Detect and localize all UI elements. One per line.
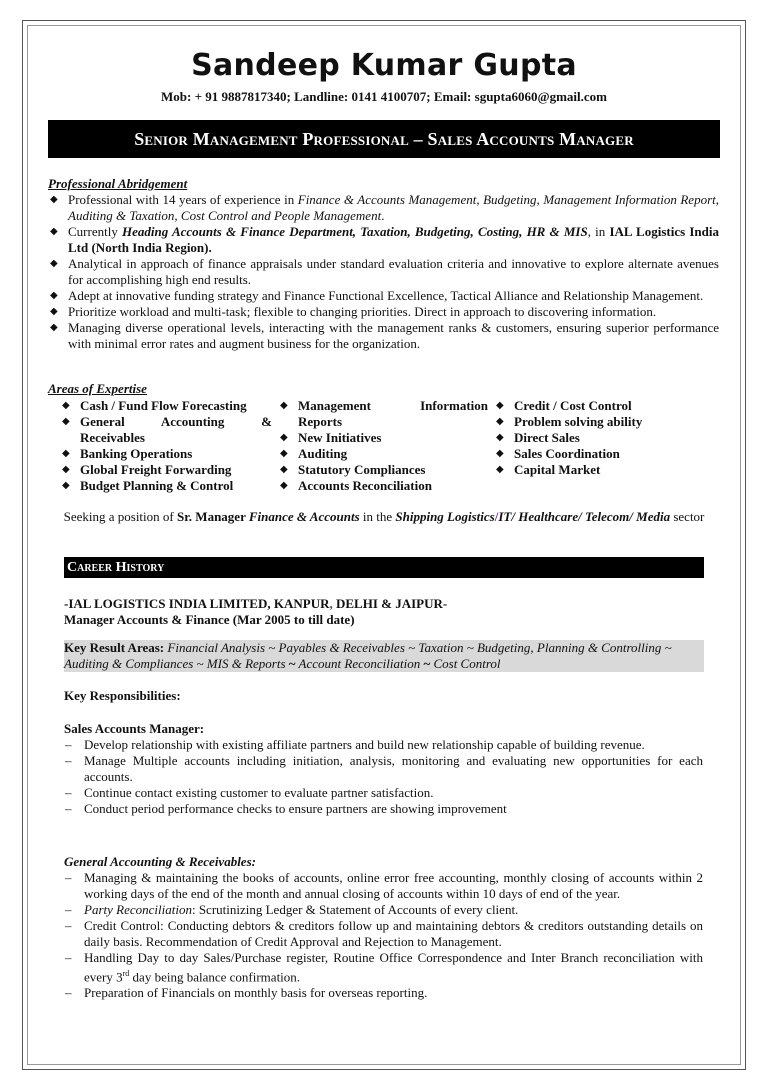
employer-block [64, 596, 447, 628]
objective-separator: / [494, 509, 499, 524]
contact-line: Mob: + 91 9887817340; Landline: 0141 4100707; Email: sgupta6060@gmail.com [161, 89, 607, 104]
kra-text: Account Reconciliation [295, 656, 424, 671]
kra-text: Cost Control [430, 656, 501, 671]
expertise-column-3 [494, 398, 714, 478]
bullet-icon: ◆ [496, 400, 504, 411]
item-text: Auditing [298, 446, 348, 461]
bullet-icon: ◆ [496, 432, 504, 443]
sales-title: Sales Accounts Manager: [64, 721, 205, 736]
abridgement-list [48, 192, 719, 352]
list-item [64, 870, 703, 902]
dash-icon: – [65, 737, 72, 752]
item-text: Management Information Reports [298, 398, 488, 429]
item-text: Analytical in approach of finance appraisals under standard evaluation criteria and innovative to explore alternate avenues for accomplishing high end results. [68, 256, 719, 287]
item-text: Handling Day to day Sales/Purchase register, Routine Office Correspondence and Inter Branch reconciliation with every 3 [84, 950, 703, 985]
bullet-icon: ◆ [50, 194, 58, 205]
ordinal-suffix: rd [122, 969, 130, 978]
item-text: Managing & maintaining the books of accounts, online error free accounting, monthly closing of accounts within 2 working days of the end of the month and annual closing of accounts within 10 days of end of the year. [84, 870, 703, 901]
dash-icon: – [65, 918, 72, 933]
headline-banner [48, 120, 720, 158]
position-title: Manager Accounts & Finance (Mar 2005 to till date) [64, 612, 355, 627]
objective-role-field: Finance & Accounts [248, 509, 360, 524]
item-emphasis: Heading Accounts & Finance Department, Taxation, Budgeting, Costing, HR & MIS [122, 224, 588, 239]
list-item [60, 414, 272, 446]
abridgement-title: Professional Abridgement [48, 176, 188, 191]
employer-name [64, 596, 447, 612]
objective-text: sector [670, 509, 705, 524]
bullet-icon: ◆ [280, 480, 288, 491]
dash-icon: – [65, 902, 72, 917]
objective-text: Seeking a position of [63, 509, 177, 524]
list-item [60, 462, 272, 478]
item-text: General Accounting & Receivables [80, 414, 272, 445]
bullet-icon: ◆ [50, 306, 58, 317]
item-text: : Scrutinizing Ledger & Statement of Accounts of every client. [191, 902, 519, 917]
list-item [48, 288, 719, 304]
headline-title: Senior Management Professional – Sales Accounts Manager [134, 129, 634, 149]
list-item [64, 801, 703, 817]
list-item [278, 462, 488, 478]
company-emphasis: IAL Logistics India Ltd (North India Region). [68, 224, 719, 255]
dash-icon: – [65, 870, 72, 885]
item-text: Cash / Fund Flow Forecasting [80, 398, 247, 413]
item-text: Preparation of Financials on monthly basis for overseas reporting. [84, 985, 428, 1001]
item-text: Conduct period performance checks to ensure partners are showing improvement [84, 801, 507, 816]
bullet-icon: ◆ [496, 448, 504, 459]
sales-responsibilities [64, 721, 703, 817]
abridgement-section [48, 176, 719, 352]
objective-statement [48, 509, 720, 525]
bullet-icon: ◆ [50, 226, 58, 237]
list-item [278, 398, 488, 430]
career-history-bar [64, 557, 704, 578]
item-text: Credit Control: Conducting debtors & creditors follow up and maintaining debtors & creditors outstanding details on daily basis. Recommendation of Credit Approval and Rejection to Management. [84, 918, 703, 949]
objective-sector: IT/ Healthcare/ Telecom/ Media [498, 509, 671, 524]
item-text: Global Freight Forwarding [80, 462, 232, 477]
item-emphasis: Party Reconciliation [84, 902, 192, 917]
dash-icon: – [65, 801, 72, 816]
item-text: Problem solving ability [514, 414, 643, 429]
item-text: day being balance confirmation. [129, 969, 301, 985]
item-text: Capital Market [514, 462, 601, 477]
objective-text: in the [359, 509, 396, 524]
employer-text: -IAL LOGISTICS INDIA LIMITED, KANPUR [64, 596, 330, 611]
item-text: Sales Coordination [514, 446, 620, 461]
item-text: Adept at innovative funding strategy and Finance Functional Excellence, Tactical Alliance and Relationship Management. [68, 288, 704, 303]
item-text: Manage Multiple accounts including initiation, analysis, monitoring and evaluating new opportunities for each accounts. [84, 753, 703, 784]
bullet-icon: ◆ [280, 400, 288, 411]
list-item [48, 224, 719, 256]
expertise-title: Areas of Expertise [48, 381, 147, 396]
bullet-icon: ◆ [50, 322, 58, 333]
key-result-areas [64, 640, 704, 672]
list-item [48, 256, 719, 288]
list-item [494, 462, 714, 478]
item-emphasis: Finance & Accounts Management, Budgeting, Management Information Report, Auditing & Taxation, Cost Control and People Management [68, 192, 719, 223]
bullet-icon: ◆ [50, 258, 58, 269]
list-item [60, 478, 272, 494]
item-text: Banking Operations [80, 446, 193, 461]
bullet-icon: ◆ [62, 464, 70, 475]
list-item [48, 192, 719, 224]
item-text: . [381, 208, 385, 223]
list-item [494, 446, 714, 462]
bullet-icon: ◆ [62, 400, 70, 411]
dash-icon: – [65, 950, 72, 965]
general-title: General Accounting & Receivables: [64, 854, 256, 869]
item-text: Currently [68, 224, 123, 239]
bullet-icon: ◆ [496, 416, 504, 427]
bullet-icon: ◆ [496, 464, 504, 475]
list-item [48, 320, 719, 352]
list-item [64, 902, 703, 918]
list-item [64, 985, 703, 1001]
item-text: Accounts Reconciliation [298, 478, 432, 493]
kra-separator: ~ [288, 656, 296, 671]
bullet-icon: ◆ [280, 448, 288, 459]
kra-separator: ~ [423, 656, 431, 671]
list-item [278, 446, 488, 462]
item-text: Continue contact existing customer to evaluate partner satisfaction. [84, 785, 434, 800]
employer-separator: , [329, 596, 333, 611]
item-text: Develop relationship with existing affiliate partners and build new relationship capable of building revenue. [84, 737, 645, 752]
dash-icon: – [65, 985, 72, 1001]
list-item [60, 446, 272, 462]
objective-role: Sr. Manager [177, 509, 249, 524]
bullet-icon: ◆ [62, 416, 70, 427]
bullet-icon: ◆ [280, 432, 288, 443]
item-text: Prioritize workload and multi-task; flexible to changing priorities. Direct in approach to discovering information. [68, 304, 657, 319]
list-item [60, 398, 272, 414]
kra-label: Key Result Areas: [64, 640, 165, 655]
objective-sector: Shipping Logistics [395, 509, 495, 524]
item-text: Credit / Cost Control [514, 398, 632, 413]
kra-text: Financial Analysis ~ Payables & Receivables ~ Taxation ~ Budgeting, Planning & Controlling ~ Auditing & Compliances ~ MIS & Reports [64, 640, 672, 671]
list-item [494, 430, 714, 446]
candidate-name: Sandeep Kumar Gupta [191, 48, 577, 83]
dash-icon: – [65, 785, 72, 800]
list-item [64, 918, 703, 950]
career-history-title: Career History [67, 560, 165, 575]
item-text: New Initiatives [298, 430, 382, 445]
employer-text: DELHI & JAIPUR- [332, 596, 448, 611]
list-item [64, 950, 703, 985]
bullet-icon: ◆ [280, 464, 288, 475]
list-item [64, 785, 703, 801]
bullet-icon: ◆ [50, 290, 58, 301]
list-item [494, 398, 714, 414]
list-item [48, 304, 719, 320]
responsibilities-label: Key Responsibilities: [64, 688, 181, 703]
list-item [494, 414, 714, 430]
item-text: Statutory Compliances [298, 462, 426, 477]
item-text: Professional with 14 years of experience in [68, 192, 298, 207]
expertise-column-1 [60, 398, 272, 494]
item-text: , in [587, 224, 610, 239]
list-item [64, 753, 703, 785]
item-text: Direct Sales [514, 430, 580, 445]
dash-icon: – [65, 753, 72, 768]
bullet-icon: ◆ [62, 480, 70, 491]
bullet-icon: ◆ [62, 448, 70, 459]
expertise-column-2 [278, 398, 488, 494]
list-item [64, 737, 703, 753]
list-item [278, 430, 488, 446]
general-accounting-responsibilities [64, 854, 703, 1001]
item-text: Budget Planning & Control [80, 478, 234, 493]
list-item [278, 478, 488, 494]
item-text: Managing diverse operational levels, interacting with the management ranks & customers, ensuring superior performance with minimal error rates and augment business for the organization. [68, 320, 719, 351]
